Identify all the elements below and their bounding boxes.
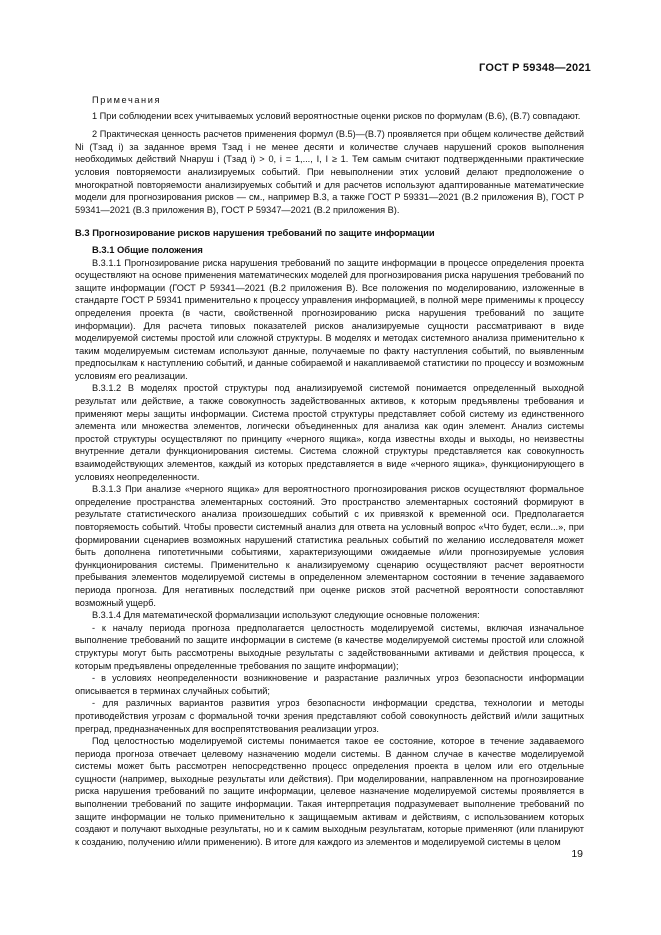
- note-1: 1 При соблюдении всех учитываемых условий вероятностные оценки рисков по формулам (В.6), (В.7) совпадают.: [92, 110, 581, 121]
- page-content: [75, 94, 584, 848]
- note-2: 2 Практическая ценность расчетов применения формул (В.5)—(В.7) проявляется при общем количестве действий Ni (Tзад i) за заданное время Tзад i не менее десяти и количестве случаев нарушений сроков выполнения необходимых действий Nнаруш i (Tзад i) > 0, i = 1,..., I, I ≥ 1. Тем самым считают подтвержденными практические условия повторяемости анализируемых событий. При невыполнении этих условий делают предположение о многократной повторяемости анализируемых событий и для расчетов используют адаптированные математические модели для прогнозирования рисков — см., например В.3, а также ГОСТ Р 59331—2021 (В.2 приложения В), ГОСТ Р 59341—2021 (В.3 приложения В), ГОСТ Р 59347—2021 (В.2 приложения В).: [75, 129, 584, 215]
- list-item: - к началу периода прогноза предполагается целостность моделируемой системы, включая изначальное выполнение требований по защите информации в системе (в качестве моделируемой системы простой или сложной структуры могут быть рассмотрены выходные результаты с задействованными активами и действия процесса, к которым предъявлены определенные требования по защите информации);: [75, 622, 584, 671]
- list-item: - в условиях неопределенности возникновение и разрастание различных угроз безопасности информации описывается в терминах случайных событий;: [75, 673, 584, 696]
- page-number: 19: [571, 848, 583, 860]
- subsection-heading-b31: В.3.1 Общие положения: [92, 243, 203, 255]
- section-heading-b3: В.3 Прогнозирование рисков нарушения требований по защите информации: [75, 227, 435, 239]
- paragraph-integrity: Под целостностью моделируемой системы понимается такое ее состояние, которое в течение задаваемого периода прогноза отвечает целевому назначению модели системы. В данном случае в качестве моделируемой системы может быть рассмотрен непосредственно процесс определения проекта в целом или его отдельные сущности (например, выходные результаты или действия). При моделировании, направленном на прогнозирование риска нарушения требований по защите информации, целевое назначение моделируемой системы проявляется в выполнении требований по защите информации. Такая интерпретация подразумевает выполнение требований по защите информации не только применительно к защищаемым активам и действиям, с использованием которых создают и получают выходные результаты, но и к самим выходным результатам, которые применяют (или планируют к созданию, получению и/или применению). В итоге для каждого из элементов и моделируемой системы в целом: [75, 736, 584, 847]
- paragraph-b313: В.3.1.3 При анализе «черного ящика» для вероятностного прогнозирования рисков осуществляют формальное определение пространства элементарных состояний. Это пространство элементарных состояний формируют в результате статистического анализа произошедших событий с их привязкой к временной оси. Предполагается повторяемость событий. Чтобы провести системный анализ для ответа на условный вопрос «Что будет, если...», при формировании сценариев возможных нарушений статистика реальных событий по желанию исследователя может быть дополнена гипотетичными событиями, характеризующими ожидаемые и/или прогнозируемые условия функционирования системы. Применительно к анализируемому сценарию осуществляют расчет вероятности пребывания элементов моделируемой системы в определенном элементарном состоянии в течение задаваемого периода прогноза. Для негативных последствий при оценке рисков этой расчетной вероятности сопоставляют возможный ущерб.: [75, 484, 584, 608]
- paragraph-b312: В.3.1.2 В моделях простой структуры под анализируемой системой понимается определенный выходной результат или действие, а также совокупность задействованных активов, к которым предъявлены требования и применяют меры защиты информации. Система простой структуры представляет собой систему из единственного элемента или множества элементов, логически объединенных для анализа как один элемент. Анализ системы простой структуры осуществляют по принципу «черного ящика», когда известны входы и выходы, но неизвестны внутренние детали функционирования системы. Система сложной структуры представляется как совокупность взаимодействующих элементов, каждый из которых представляется в виде «черного ящика», функционирующего в условиях неопределенности.: [75, 383, 584, 482]
- paragraph-b314: В.3.1.4 Для математической формализации используют следующие основные положения:: [92, 610, 480, 621]
- page-header-standard-id: ГОСТ Р 59348—2021: [479, 62, 591, 74]
- notes-heading: Примечания: [92, 95, 162, 105]
- paragraph-b311: В.3.1.1 Прогнозирование риска нарушения требований по защите информации в процессе определения проекта осуществляют на основе применения математических моделей для прогнозирования риска нарушения требований по защите информации (ГОСТ Р 59341—2021 (В.2 приложения В). Все положения по моделированию, изложенные в стандарте ГОСТ Р 59341 применительно к процессу управления информацией, в полной мере применимы к процессу определения проекта (в части, свойственной прогнозированию риска нарушения требований по защите информации). Для расчета типовых показателей рисков анализируемые сущности рассматривают в виде моделируемой системы простой или сложной структуры. В моделях и методах системного анализа применительно к таким моделируемым системам используют данные, получаемые по факту наступления событий, по выявленным предпосылкам к наступлению событий, и данные собираемой и накапливаемой статистики по процессу и возможным условиям его реализации.: [75, 257, 584, 381]
- list-item: - для различных вариантов развития угроз безопасности информации средства, технологии и методы противодействия угрозам с формальной точки зрения представляют собой совокупность действий и/или защитных преград, предназначенных для воспрепятствования реализации угроз.: [75, 698, 584, 734]
